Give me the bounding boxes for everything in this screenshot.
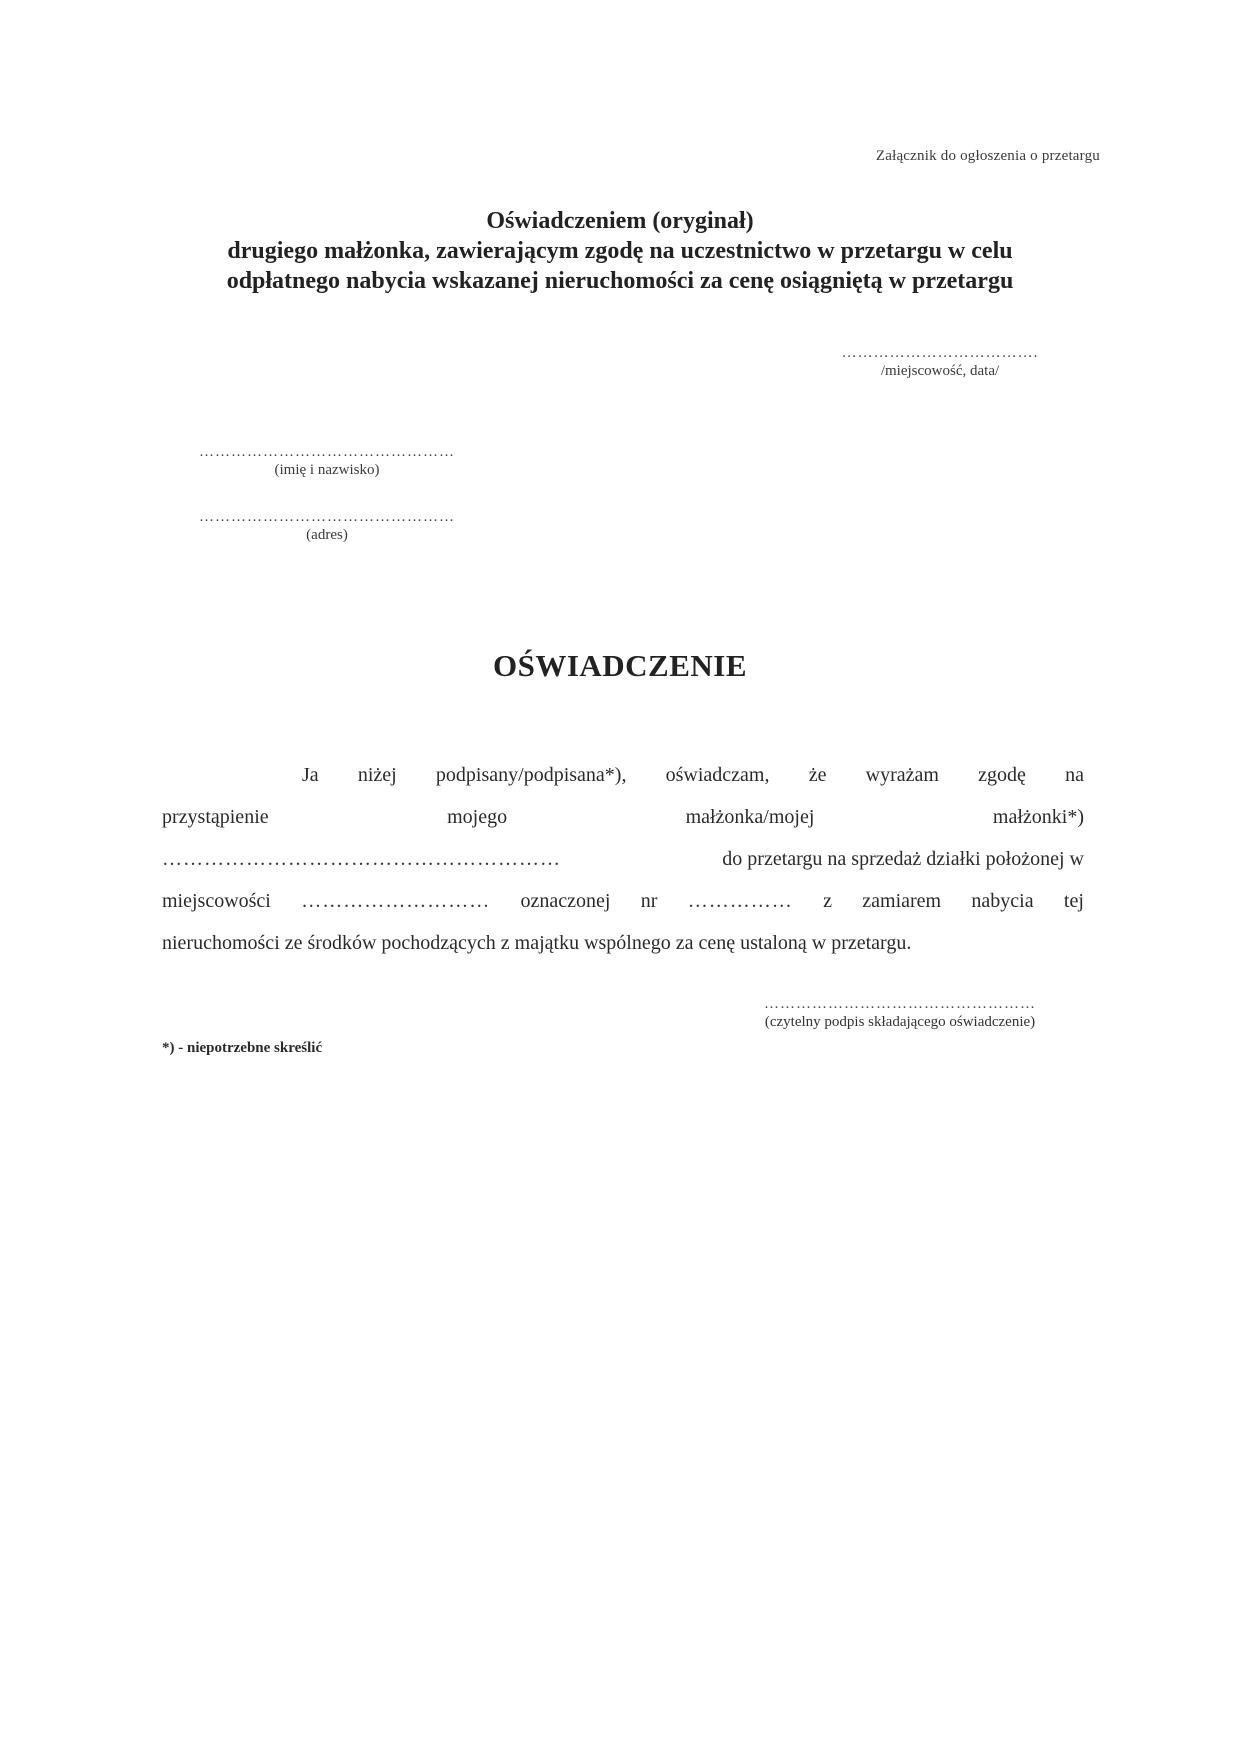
address-caption: (adres) [306, 527, 348, 543]
signature-caption: (czytelny podpis składającego oświadczenie) [764, 1014, 1036, 1030]
place-date-field [790, 345, 1090, 381]
statement-heading: OŚWIADCZENIE [492, 648, 748, 683]
title-line-2: drugiego małżonka, zawierającym zgodę na uczestnictwo w przetargu w celu [227, 238, 1013, 264]
word: miejscowości [162, 890, 271, 912]
statement-body [162, 754, 1084, 964]
word: zgodę [978, 764, 1026, 786]
word: że [808, 764, 827, 786]
title-line-1: Oświadczeniem (oryginał) [486, 208, 754, 234]
document-title [0, 206, 1240, 296]
statement-line-2 [162, 796, 1084, 838]
word: nr [640, 890, 658, 912]
locality-dots: ……………………… [301, 890, 491, 912]
address-dots: ………………………………………… [199, 509, 455, 525]
place-date-dots: ………………………………. [841, 345, 1039, 361]
statement-line-3 [162, 838, 1084, 880]
footnote: *) - niepotrzebne skreślić [162, 1040, 323, 1056]
name-field [162, 444, 492, 480]
word: podpisany/podpisana*), [435, 764, 627, 786]
statement-line-1 [162, 754, 1084, 796]
word: przystąpienie [162, 806, 269, 828]
word: małżonki*) [992, 806, 1084, 828]
statement-line-5: nieruchomości ze środków pochodzących z majątku wspólnego za cenę ustaloną w przetargu. [162, 932, 912, 954]
signature-field [720, 996, 1080, 1032]
word: zamiarem [862, 890, 942, 912]
word: niżej [357, 764, 397, 786]
word: wyrażam [865, 764, 939, 786]
address-field [162, 509, 492, 545]
plot-number-dots: …………… [687, 890, 793, 912]
word: małżonka/mojej [685, 806, 815, 828]
name-dots: ………………………………………… [199, 444, 455, 460]
place-date-caption: /miejscowość, data/ [880, 363, 1000, 379]
word: z [823, 890, 832, 912]
word: oświadczam, [665, 764, 770, 786]
word: tej [1063, 890, 1084, 912]
signature-dots: …………………………………………… [764, 996, 1036, 1012]
word: oznaczonej [520, 890, 611, 912]
annex-note: Załącznik do ogłoszenia o przetargu [875, 148, 1100, 164]
name-caption: (imię i nazwisko) [274, 462, 380, 478]
spouse-name-dots: ………………………………………………… [162, 848, 561, 870]
word: na [1065, 764, 1084, 786]
word: Ja [302, 764, 319, 786]
statement-line-3-text: do przetargu na sprzedaż działki położonej w [722, 848, 1084, 870]
word: nabycia [971, 890, 1034, 912]
word: mojego [447, 806, 508, 828]
statement-line-4 [162, 880, 1084, 922]
title-line-3: odpłatnego nabycia wskazanej nieruchomości za cenę osiągniętą w przetargu [226, 268, 1014, 294]
